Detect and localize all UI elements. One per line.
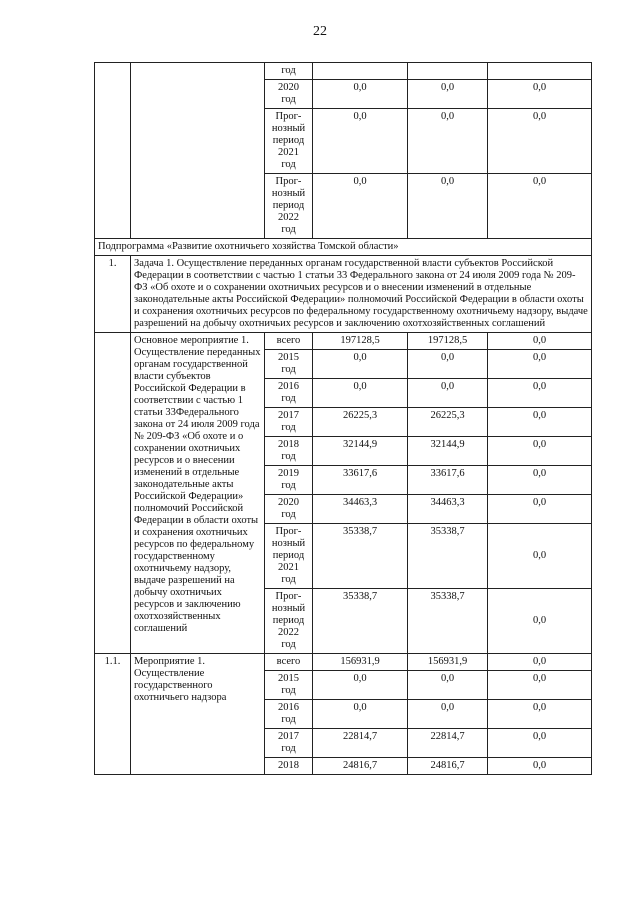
value-total-cell: 0,0 [313,174,408,239]
value-total-cell: 35338,7 [313,524,408,589]
value-other-cell: 0,0 [488,589,592,654]
value-total-cell: 0,0 [313,700,408,729]
value-other-cell: 0,0 [488,671,592,700]
table-row [95,654,592,671]
value-total-cell: 26225,3 [313,408,408,437]
value-regional-cell: 22814,7 [408,729,488,758]
subprogram-title: Подпрограмма «Развитие охотничьего хозяйства Томской области» [95,239,592,256]
value-total-cell: 0,0 [313,80,408,109]
year-cell: 2016 год [265,379,313,408]
table-row [95,333,592,350]
value-other-cell: 0,0 [488,495,592,524]
value-other-cell: 0,0 [488,333,592,350]
value-regional-cell: 0,0 [408,109,488,174]
page-number: 22 [313,24,327,39]
task-row [95,256,592,333]
year-cell: Прог- нозный период 2021 год [265,109,313,174]
subprogram-row [95,239,592,256]
value-regional-cell [408,63,488,80]
value-total-cell: 197128,5 [313,333,408,350]
value-regional-cell: 26225,3 [408,408,488,437]
year-cell: 2015 год [265,350,313,379]
value-other-cell: 0,0 [488,758,592,775]
value-other-cell: 0,0 [488,466,592,495]
value-other-cell [488,63,592,80]
year-cell: 2015 год [265,671,313,700]
value-total-cell: 24816,7 [313,758,408,775]
value-other-cell: 0,0 [488,729,592,758]
value-regional-cell: 0,0 [408,80,488,109]
value-regional-cell: 35338,7 [408,524,488,589]
value-total-cell: 22814,7 [313,729,408,758]
activity-name: Мероприятие 1. Осуществление государственного охотничьего надзора [131,654,265,775]
value-regional-cell: 0,0 [408,700,488,729]
year-cell: 2020 год [265,80,313,109]
value-other-cell: 0,0 [488,174,592,239]
year-cell: всего [265,654,313,671]
value-total-cell: 33617,6 [313,466,408,495]
activity-index [95,333,131,654]
year-cell: 2020 год [265,495,313,524]
year-cell: Прог- нозный период 2022 год [265,589,313,654]
year-cell: 2017 год [265,729,313,758]
task-index: 1. [95,256,131,333]
value-regional-cell: 32144,9 [408,437,488,466]
year-cell: год [265,63,313,80]
value-total-cell: 0,0 [313,350,408,379]
value-regional-cell: 0,0 [408,174,488,239]
name-cell [131,63,265,239]
value-regional-cell: 156931,9 [408,654,488,671]
value-regional-cell: 24816,7 [408,758,488,775]
value-regional-cell: 197128,5 [408,333,488,350]
value-total-cell: 34463,3 [313,495,408,524]
value-other-cell: 0,0 [488,80,592,109]
year-cell: всего [265,333,313,350]
value-regional-cell: 35338,7 [408,589,488,654]
activity-name: Основное мероприятие 1. Осуществление переданных органам государственной власти субъектов Российской Федерации в соответствии с частью 1 статьи 33Федерального закона от 24 июля 2009 года № 209-ФЗ «Об охоте и о сохранении охотничьих ресурсов и о внесении изменений в отдельные законодательные акты Российской Федерации» полномочий Российской Федерации в области охоты и сохранения охотничьих ресурсов по федеральному государственному охотничьему надзору, выдаче разрешений на добычу охотничьих ресурсов и заключению охотхозяйственных соглашений [131,333,265,654]
activity-index: 1.1. [95,654,131,775]
year-cell: 2017 год [265,408,313,437]
value-other-cell: 0,0 [488,350,592,379]
value-other-cell: 0,0 [488,654,592,671]
year-cell: 2018 [265,758,313,775]
value-other-cell: 0,0 [488,408,592,437]
index-cell [95,63,131,239]
budget-table [94,62,592,775]
value-regional-cell: 33617,6 [408,466,488,495]
year-cell: 2018 год [265,437,313,466]
value-total-cell: 0,0 [313,109,408,174]
table-row [95,63,592,80]
value-other-cell: 0,0 [488,379,592,408]
value-regional-cell: 0,0 [408,350,488,379]
year-cell: Прог- нозный период 2022 год [265,174,313,239]
year-cell: Прог- нозный период 2021 год [265,524,313,589]
value-total-cell: 156931,9 [313,654,408,671]
value-total-cell [313,63,408,80]
value-total-cell: 0,0 [313,671,408,700]
value-other-cell: 0,0 [488,524,592,589]
value-other-cell: 0,0 [488,109,592,174]
value-regional-cell: 34463,3 [408,495,488,524]
year-cell: 2019 год [265,466,313,495]
value-other-cell: 0,0 [488,437,592,466]
value-total-cell: 0,0 [313,379,408,408]
value-regional-cell: 0,0 [408,671,488,700]
task-text: Задача 1. Осуществление переданных органам государственной власти субъектов Российской Федерации в соответствии с частью 1 статьи 33 Федерального закона от 24 июля 2009 года № 209-ФЗ «Об охоте и о сохранении охотничьих ресурсов и о внесении изменений в отдельные законодательные акты Российской Федерации» полномочий Российской Федерации в области охоты и сохранения охотничьих ресурсов по федеральному государственному охотничьему надзору, выдаче разрешений на добычу охотничьих ресурсов и заключению охотхозяйственных соглашений [131,256,592,333]
value-total-cell: 32144,9 [313,437,408,466]
value-regional-cell: 0,0 [408,379,488,408]
value-total-cell: 35338,7 [313,589,408,654]
year-cell: 2016 год [265,700,313,729]
value-other-cell: 0,0 [488,700,592,729]
